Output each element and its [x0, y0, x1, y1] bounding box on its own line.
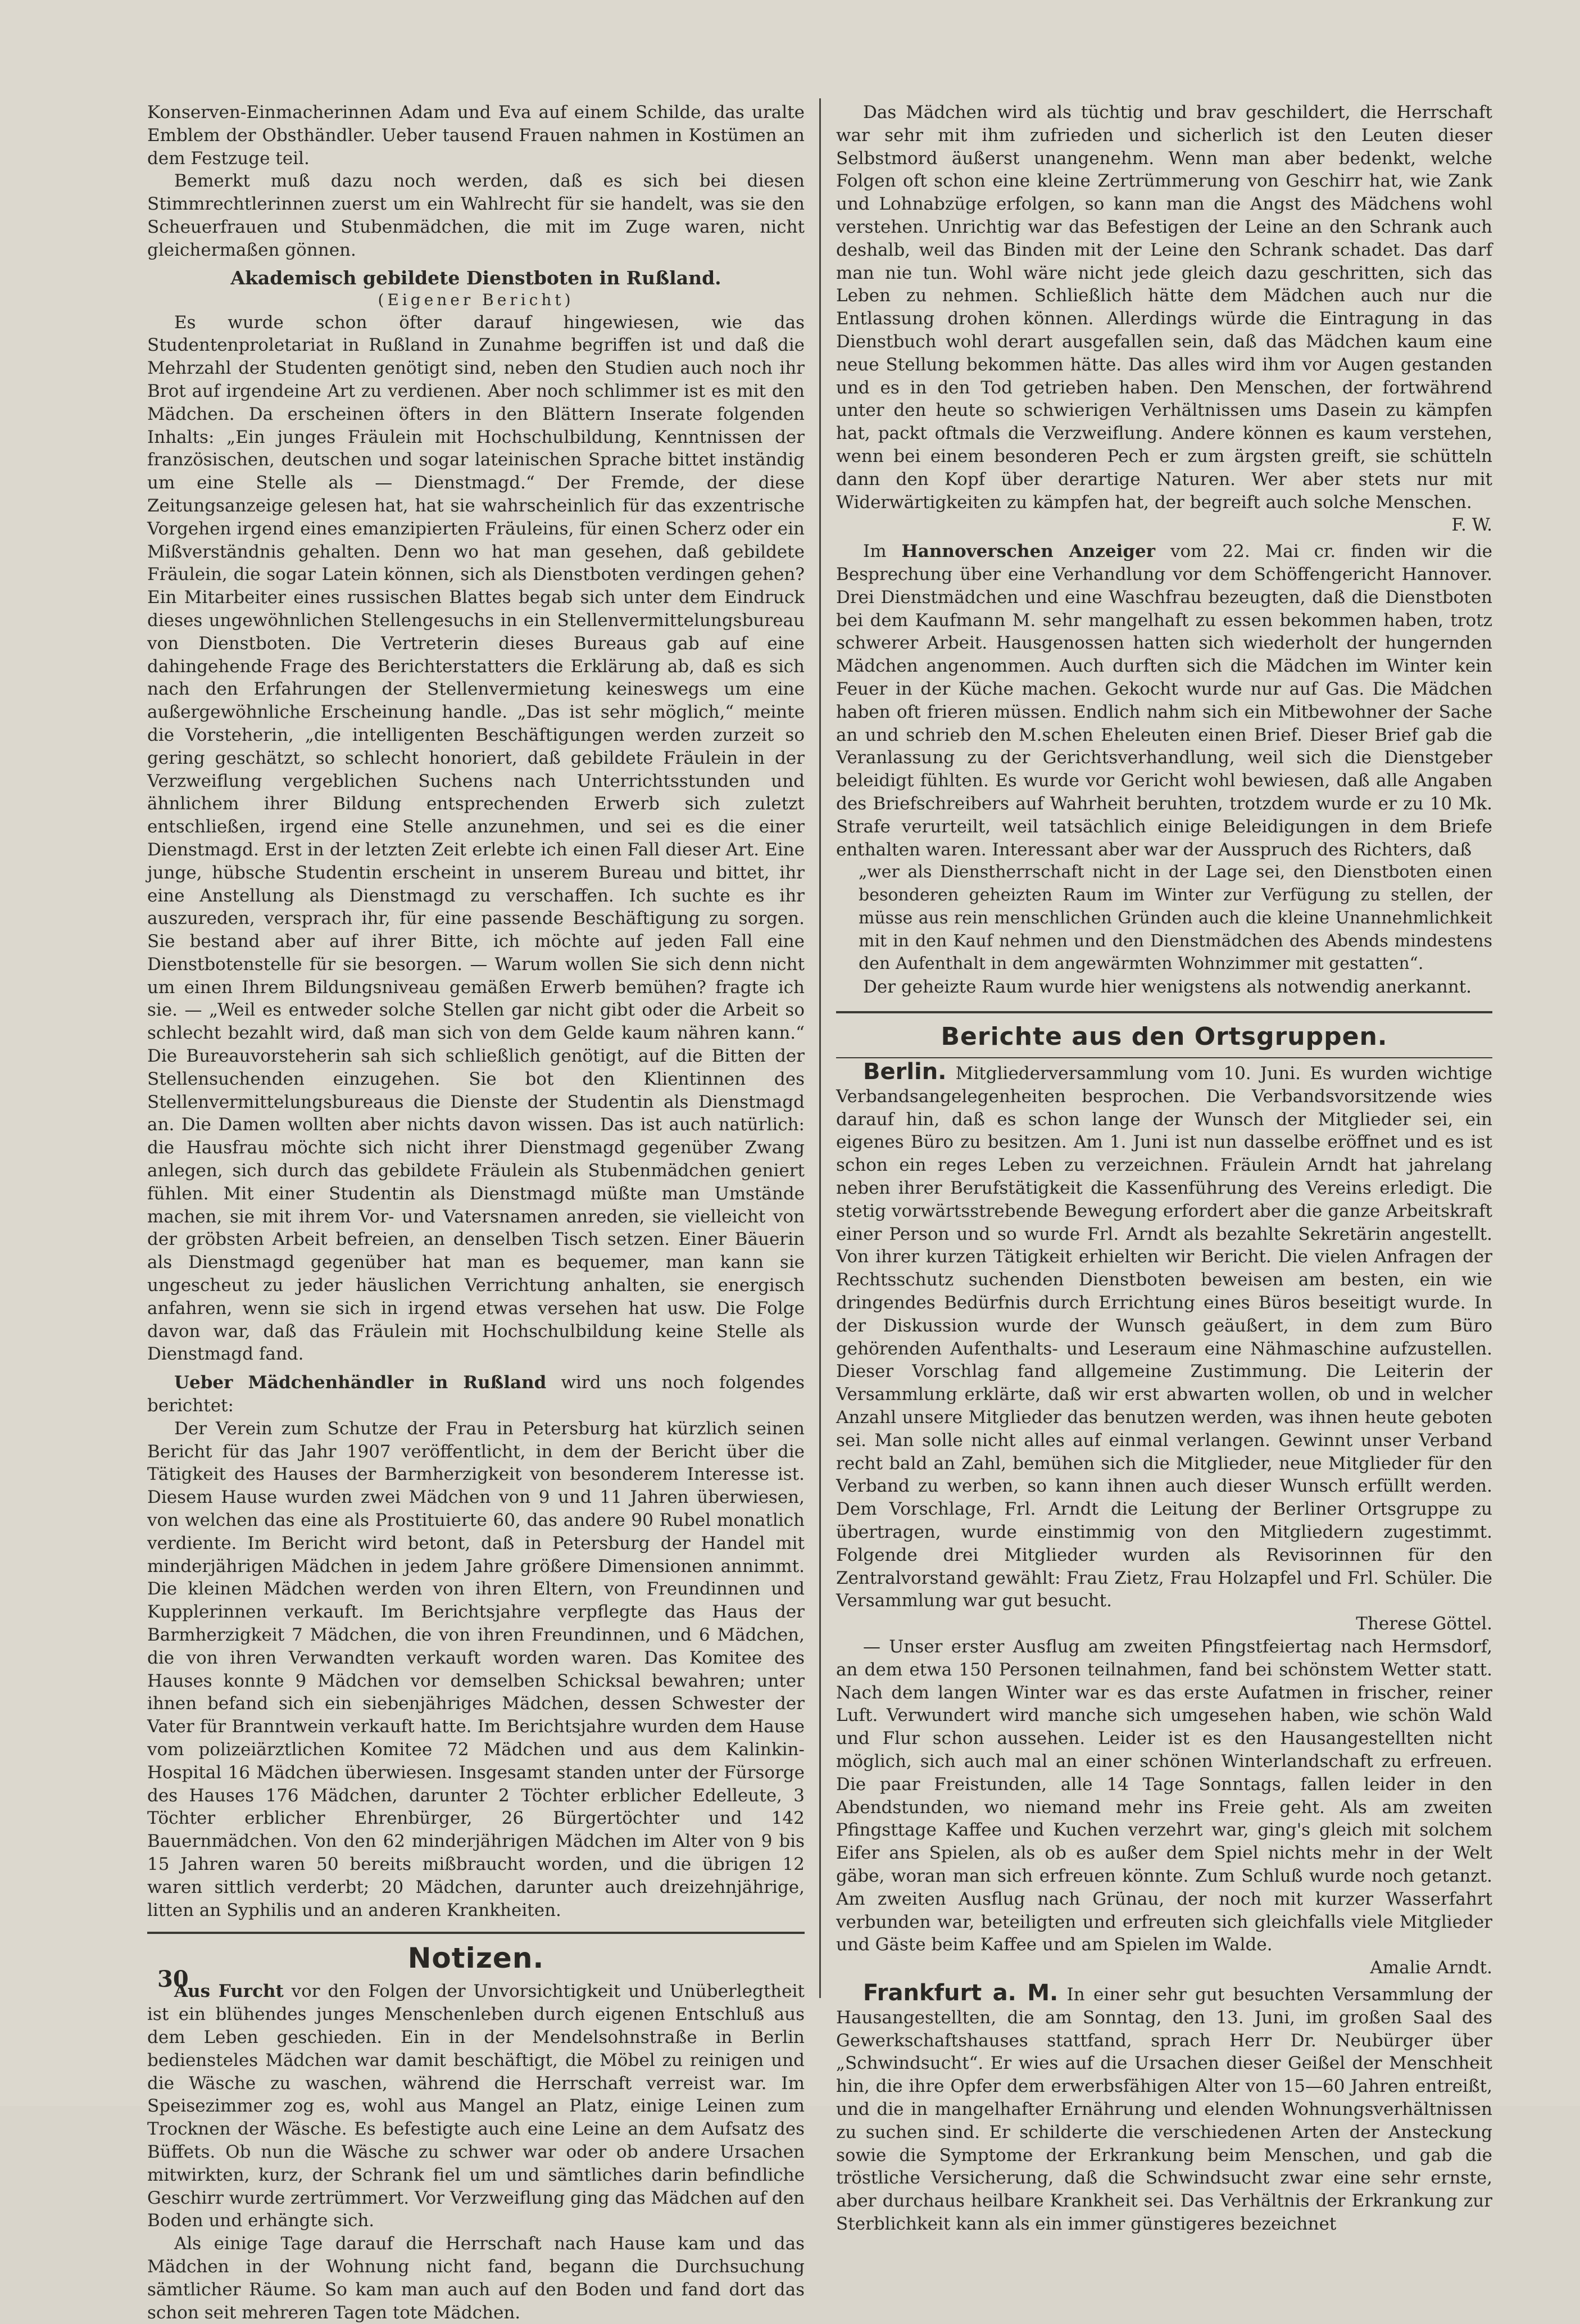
lead-text: Im: [863, 541, 902, 562]
page-number: 30: [157, 1966, 189, 1992]
section-title: Berichte aus den Ortsgruppen.: [941, 1022, 1388, 1052]
run-in-text: Mitgliederversammlung vom 10. Juni. Es wurden wichtige Verbandsangelegenheiten besprochen. Die Verbandsvorsitzende wies darauf hin, daß es schon lange der Wunsch der Mitglieder sei, ein eigenes Büro zu besitzen. Am 1. Juni ist nun dasselbe eröffnet und es ist schon ein reges Leben zu verzeichnen. Fräulein Arndt hat jahrelang neben ihrer Berufstätigkeit die Kassenführung des Vereins erledigt. Die stetig vorwärtsstrebende Bewegung erfordert aber die ganze Arbeitskraft einer Person und so wurde Frl. Arndt als bezahlte Sekretärin angestellt. Von ihrer kurzen Tätigkeit erhielten wir Bericht. Die vielen Anfragen der Rechtsschutz suchenden Dienstboten beweisen am besten, ein wie dringendes Bedürfnis durch Errichtung eines Büros beseitigt wurde. In der Diskussion wurde der Wunsch geäußert, in dem zum Büro gehörenden Aufenthalts- und Leseraum eine Nähmaschine aufzustellen. Dieser Vorschlag fand allgemeine Zustimmung. Die Leiterin der Versammlung erklärte, daß wir erst abwarten wollen, ob und in welcher Anzahl unsere Mitglieder das benutzen werden, was ihnen heute geboten sei. Man solle nicht alles auf einmal verlangen. Gewinnt unser Verband recht bald an Zahl, bemühen sich die Mitglieder, neue Mitglieder für den Verband zu werben, so kann ihnen auch dieser Wunsch erfüllt werden. Dem Vorschlage, Frl. Arndt die Leitung der Berliner Ortsgruppe zu übertragen, wurde einstimmig von den Mitgliedern zugestimmt. Folgende drei Mitglieder wurden als Revisorinnen für den Zentralvorstand gewählt: Frau Zietz, Frau Holzapfel und Frl. Schüler. Die Versammlung war gut besucht.: [836, 1063, 1492, 1611]
run-in-text: vor den Folgen der Unvorsichtigkeit und Unüberlegtheit ist ein blühendes junges Menschenleben durch eigenen Entschluß aus dem Leben geschieden. Ein in der Mendelsohnstraße in Berlin bediensteles Mädchen war damit beschäftigt, die Möbel zu reinigen und die Wäsche zu waschen, während die Herrschaft verreist war. Im Speisezimmer zog es, wohl aus Mangel an Platz, einige Leinen zum Trocknen der Wäsche. Es befestigte auch eine Leine an dem Aufsatz des Büffets. Ob nun die Wäsche zu schwer war oder ob andere Ursachen mitwirkten, kurz, der Schrank fiel um und sämtliches darin befindliche Geschirr wurde zertrümmert. Vor Verzweiflung ging das Mädchen auf den Boden und erhängte sich.: [147, 1981, 805, 2231]
article-paragraph: [147, 1980, 805, 2232]
article-paragraph: [836, 1061, 1492, 1612]
run-in-heading: Ueber Mädchenhändler in Rußland: [174, 1372, 547, 1393]
article-subheading: (Eigener Bericht): [378, 290, 574, 309]
article-paragraph: Der Verein zum Schutze der Frau in Petersburg hat kürzlich seinen Bericht für das Jahr 1907 veröffentlicht, in dem der Bericht über die Tätigkeit des Hauses der Barmherzigkeit von besonderem Interesse ist. Diesem Hause wurden zwei Mädchen von 9 und 11 Jahren überwiesen, von welchen das eine als Prostituierte 60, das andere 90 Rubel monatlich verdiente. Im Bericht wird betont, daß in Petersburg der Handel mit minderjährigen Mädchen in jedem Jahre größere Dimensionen annimmt. Die kleinen Mädchen werden von ihren Eltern, von Freundinnen und Kupplerinnen verkauft. Im Berichtsjahre verpflegte das Haus der Barmherzigkeit 7 Mädchen, die von ihren Freundinnen, und 6 Mädchen, die von ihren Verwandten verkauft worden waren. Das Komitee des Hauses konnte 9 Mädchen vor demselben Schicksal bewahren; unter ihnen befand sich ein siebenjähriges Mädchen, dessen Schwester der Vater für Branntwein verkauft hatte. Im Berichtsjahre wurden dem Hause vom polizeiärztlichen Komitee 72 Mädchen und aus dem Kalinkin-Hospital 16 Mädchen überwiesen. Insgesamt standen unter der Fürsorge des Hauses 176 Mädchen, darunter 2 Töchter erblicher Edelleute, 3 Töchter erblicher Ehrenbürger, 26 Bürgertöchter und 142 Bauernmädchen. Von den 62 minderjährigen Mädchen im Alter von 9 bis 15 Jahren waren 50 bereits mißbraucht worden, und die übrigen 12 waren sittlich verderbt; 20 Mädchen, darunter auch dreizehnjährige, litten an Syphilis und an anderen Krankheiten.: [147, 1418, 805, 1920]
run-in-text: vom 22. Mai cr. finden wir die Besprechung über eine Verhandlung vor dem Schöffengericht Hannover. Drei Dienstmädchen und eine Waschfrau bezeugten, daß die Dienstboten bei dem Kaufmann M. sehr mangelhaft zu essen bekommen haben, trotz schwerer Arbeit. Hausgenossen hatten sich wiederholt der hungernden Mädchen angenommen. Auch durften sich die Mädchen im Winter kein Feuer in der Küche machen. Gekocht wurde nur auf Gas. Die Mädchen haben oft frieren müssen. Endlich nahm sich ein Mitbewohner der Sache an und schrieb den M.schen Eheleuten einen Brief. Dieser Brief gab die Veranlassung zu der Gerichtsverhandlung, weil sich die Dienstgeber beleidigt fühlten. Es wurde vor Gericht wohl bewiesen, daß alle Angaben des Briefschreibers auf Wahrheit beruhten, trotzdem wurde er zu 10 Mk. Strafe verurteilt, weil tatsächlich einige Beleidigungen in dem Briefe enthalten waren. Interessant aber war der Ausspruch des Richters, daß: [836, 541, 1492, 860]
column-divider: [819, 98, 821, 1998]
section-rule: [836, 1057, 1492, 1058]
article-paragraph: Als einige Tage darauf die Herrschaft nach Hause kam und das Mädchen in der Wohnung nicht fand, begann die Durchsuchung sämtlicher Räume. So kam man auch auf den Boden und fand dort das schon seit mehreren Tagen tote Mädchen.: [147, 2234, 805, 2323]
left-column: [147, 101, 805, 2324]
intro-paragraph: Konserven-Einmacherinnen Adam und Eva auf einem Schilde, das uralte Emblem der Obsthändler. Ueber tausend Frauen nahmen in Kostümen an dem Festzuge teil.: [147, 102, 805, 169]
signature: F. W.: [1451, 515, 1492, 536]
section-rule: [836, 1011, 1492, 1013]
run-in-heading: Aus Furcht: [174, 1981, 284, 2002]
article-paragraph: [836, 1979, 1493, 2236]
article-paragraph: Der geheizte Raum wurde hier wenigstens als notwendig anerkannt.: [863, 977, 1472, 998]
quote-paragraph: „wer als Dienstherrschaft nicht in der Lage sei, den Dienstboten einen besonderen geheizten Raum im Winter zur Verfügung zu stellen, der müsse aus rein menschlichen Gründen auch die kleine Unannehmlichkeit mit in den Kauf nehmen und den Dienstmädchen des Abends mindestens den Aufenthalt in dem angewärmten Wohnzimmer mit gestatten“.: [859, 862, 1492, 974]
section-title: Notizen.: [407, 1942, 544, 1975]
section-rule: [147, 1932, 805, 1934]
signature: Therese Göttel.: [1356, 1614, 1492, 1634]
run-in-lead: wird uns noch folgendes berichtet:: [147, 1372, 805, 1416]
article-paragraph: Das Mädchen wird als tüchtig und brav geschildert, die Herrschaft war sehr mit ihm zufrieden und sicherlich ist den Leuten dieser Selbstmord äußerst unangenehm. Wenn man aber bedenkt, welche Folgen oft schon eine kleine Zertrümmerung von Geschirr hat, wie Zank und Lohnabzüge erfolgen, so kann man die Angst des Mädchens wohl verstehen. Unrichtig war das Befestigen der Leine an den Schrank auch deshalb, weil das Binden mit der Leine den Schrank schadet. Das darf man nie tun. Wohl wäre nicht jede gleich dazu geschritten, sich das Leben zu nehmen. Schließlich hätte dem Mädchen auch nur die Entlassung drohen können. Allerdings würde die Eintragung in das Dienstbuch wohl derart ausgefallen sein, daß das Mädchen kaum eine neue Stellung bekommen hätte. Das alles wird ihm vor Augen gestanden und es in den Tod getrieben haben. Den Menschen, der fortwährend unter den heute so schwierigen Verhältnissen ums Dasein zu kämpfen hat, packt oftmals die Verzweiflung. Andere können es kaum verstehen, wenn bei einem besonderen Pech er zum ärgsten greift, sie schütteln dann den Kopf über derartige Naturen. Wer aber stets nur mit Widerwärtigkeiten zu kämpfen hat, der begreift auch solche Menschen.: [836, 102, 1492, 513]
run-in-heading: Hannoverschen Anzeiger: [901, 541, 1156, 562]
city-heading: Frankfurt a. M.: [863, 1979, 1059, 2006]
article-heading: Akademisch gebildete Dienstboten in Rußland.: [230, 266, 721, 289]
article-paragraph: Es wurde schon öfter darauf hingewiesen, wie das Studentenproletariat in Rußland in Zunahme begriffen ist und daß die Mehrzahl der Studenten genötigt sind, neben den Studien auch noch ihr Brot auf irgendeine Art zu verdienen. Aber noch schlimmer ist es mit den Mädchen. Da erscheinen öfters in den Blättern Inserate folgenden Inhalts: „Ein junges Fräulein mit Hochschulbildung, Kenntnissen der französischen, deutschen und sogar lateinischen Sprache bittet inständig um eine Stelle als — Dienstmagd.“ Der Fremde, der diese Zeitungsanzeige gelesen hat, hat sie wahrscheinlich für das exzentrische Vorgehen irgend eines emanzipierten Fräuleins, für einen Scherz oder ein Mißverständnis gehalten. Denn wo hat man gesehen, daß gebildete Fräulein, die sogar Latein können, sich als Dienstboten verdingen gehen? Ein Mitarbeiter eines russischen Blattes begab sich unter dem Eindruck dieses ungewöhnlichen Stellengesuchs in ein Stellenvermittelungsbureau von Dienstboten. Die Vertreterin dieses Bureaus gab auf eine dahingehende Frage des Berichterstatters die Erklärung ab, daß es sich nach den Erfahrungen der Stellenvermietung keineswegs um eine außergewöhnliche Erscheinung handle. „Das ist sehr möglich,“ meinte die Vorsteherin, „die intelligenten Beschäftigungen werden zurzeit so gering geschätzt, so schlecht honoriert, daß gebildete Fräulein in der Verzweiflung vergeblichen Suchens nach Unterrichtsstunden und ähnlichem ihrer Bildung entsprechenden Erwerb sich zuletzt entschließen, irgend eine Stelle anzunehmen, und sei es die einer Dienstmagd. Erst in der letzten Zeit erlebte ich einen Fall dieser Art. Eine junge, hübsche Studentin erscheint in unserem Bureau und bittet, ihr eine Anstellung als Dienstmagd zu verschaffen. Ich suchte es ihr auszureden, versprach ihr, für eine passende Beschäftigung zu sorgen. Sie bestand aber auf ihrer Bitte, ich möchte auf jeden Fall eine Dienstbotenstelle für sie besorgen. — Warum wollen Sie sich denn nicht um einen Ihrem Bildungsniveau gemäßen Erwerb bemühen? fragte ich sie. — „Weil es entweder solche Stellen gar nicht gibt oder die Arbeit so schlecht bezahlt wird, daß man sich von dem Gelde kaum nähren kann.“ Die Bureauvorsteherin sah sich schließlich genötigt, auf die Bitten der Stellensuchenden einzugehen. Sie bot den Klientinnen des Stellenvermittelungsbureaus die Dienste der Studentin als Dienstmagd an. Die Damen wollten aber nichts davon wissen. Das ist auch natürlich: die Hausfrau möchte sich nicht ihrer Dienstmagd gegenüber Zwang anlegen, sich durch das gebildete Fräulein als Stubenmädchen geniert fühlen. Mit einer Studentin als Dienstmagd müßte man Umstände machen, sie mit ihrem Vor- und Vatersnamen anreden, sie vielleicht von der gröbsten Arbeit befreien, an denselben Tisch setzen. Einer Bäuerin als Dienstmagd gegenüber hat man es bequemer, man kann sie ungescheut zu jeder häuslichen Verrichtung anhalten, sie energisch anfahren, wenn sie sich in irgend etwas versehen hat usw. Die Folge davon war, daß das Fräulein mit Hochschulbildung keine Stelle als Dienstmagd fand.: [147, 312, 805, 1365]
city-heading: Berlin.: [863, 1059, 947, 1085]
intro-paragraph: Bemerkt muß dazu noch werden, daß es sich bei diesen Stimmrechtlerinnen zuerst um ein Wahlrecht für sie handelt, was sie den Scheuerfrauen und Stubenmädchen, die mit im Zuge waren, nicht gleichermaßen gönnen.: [147, 171, 805, 260]
run-in-text: In einer sehr gut besuchten Versammlung der Hausangestellten, die am Sonntag, den 13. Juni, im großen Saal des Gewerkschaftshauses stattfand, sprach Herr Dr. Neubürger über „Schwindsucht“. Er wies auf die Ursachen dieser Geißel der Menschheit hin, die ihre Opfer dem erwerbsfähigen Alter von 15—60 Jahren entreißt, und die in mangelhafter Ernährung und elenden Wohnungsverhältnissen zu suchen sind. Er schilderte die verschiedenen Arten der Ansteckung sowie die Symptome der Erkrankung beim Menschen, und gab die tröstliche Versicherung, daß die Schwindsucht zwar eine sehr ernste, aber durchaus heilbare Krankheit sei. Das Verhältnis der Erkrankung zur Sterblichkeit kann als ein immer günstigeres bezeichnet: [836, 1984, 1493, 2234]
right-column: [836, 101, 1492, 2236]
signature: Amalie Arndt.: [1370, 1958, 1492, 1978]
article-paragraph: [147, 1371, 805, 1417]
article-paragraph: — Unser erster Ausflug am zweiten Pfingstfeiertag nach Hermsdorf, an dem etwa 150 Personen teilnahmen, fand bei schönstem Wetter statt. Nach dem langen Winter war es das erste Aufatmen in frischer, reiner Luft. Verwundert wird manche sich umgesehen haben, wie schön Wald und Flur schon aussehen. Leider ist es den Hausangestellten nicht möglich, sich auch mal an einer schönen Winterlandschaft zu erfreuen. Die paar Freistunden, alle 14 Tage Sonntags, fallen leider in den Abendstunden, wo niemand mehr ins Freie geht. Als am zweiten Pfingsttage Kaffee und Kuchen verzehrt war, ging's gleich mit solchem Eifer ans Spielen, als ob es außer dem Spiel nichts mehr in der Welt gäbe, woran man sich erfreuen könnte. Zum Schluß wurde noch getanzt. Am zweiten Ausflug nach Grünau, der noch mit kurzer Wasserfahrt verbunden war, beteiligten und erfreuten sich gleichfalls viele Mitglieder und Gäste beim Kaffee und am Spielen im Walde.: [836, 1637, 1492, 1955]
article-paragraph: [836, 540, 1492, 861]
